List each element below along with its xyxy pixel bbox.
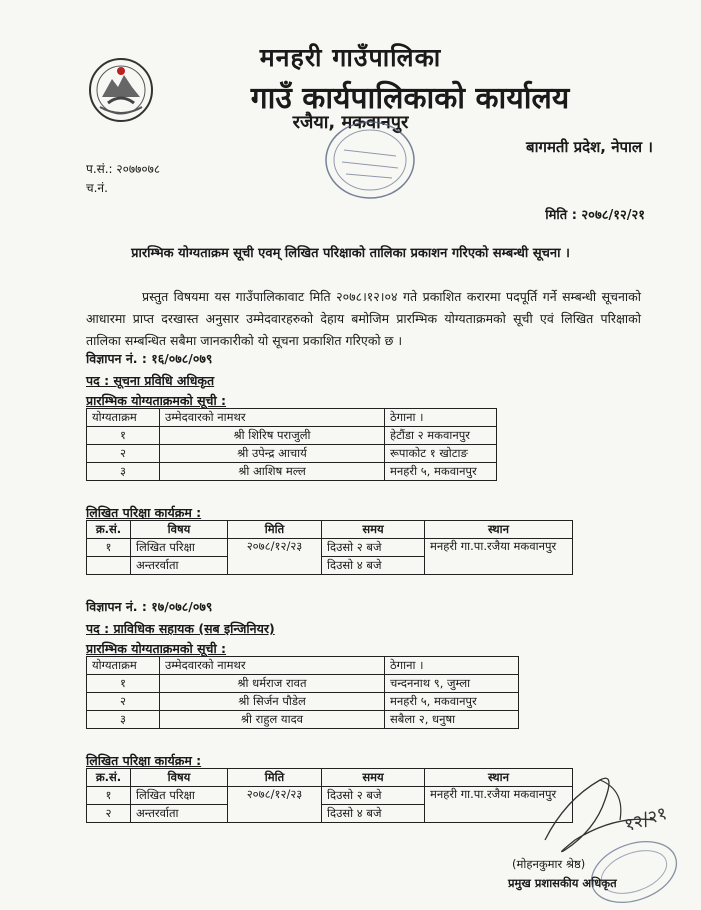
col-time: समय (322, 521, 425, 539)
table-header-row (87, 409, 497, 427)
ad-number-1: विज्ञापन नं. : १६/०७८/०७९ (86, 351, 213, 366)
time-cell: दिउसो २ बजे (322, 787, 425, 805)
merit-list-label-2: प्रारम्भिक योग्यताक्रमको सूची : (86, 641, 227, 656)
name-cell: श्री उपेन्द्र आचार्य (160, 445, 385, 463)
col-subject: विषय (131, 521, 228, 539)
schedule-table-1 (86, 520, 573, 575)
rank-cell: १ (87, 675, 160, 693)
col-name: उम्मेदवारको नामथर (160, 657, 385, 675)
table-row (87, 675, 519, 693)
exam-schedule-label-1: लिखित परिक्षा कार्यक्रम : (86, 505, 202, 520)
notice-subject: प्रारम्भिक योग्यताक्रम सूची एवम् लिखित परिक्षाको तालिका प्रकाशन गरिएको सम्बन्धी सूचना । (131, 246, 570, 261)
signature-stamp-icon (582, 838, 682, 904)
date-cell: २०७८/१२/२३ (228, 539, 322, 575)
table-row (87, 427, 497, 445)
address-cell: मनहरी ५, मकवानपुर (385, 463, 497, 481)
rank-cell: २ (87, 445, 160, 463)
table-row (87, 463, 497, 481)
time-cell: दिउसो ४ बजे (322, 557, 425, 575)
rank-cell: ३ (87, 711, 160, 729)
address-cell: चन्दननाथ ९, जुम्ला (385, 675, 519, 693)
table-header-row (87, 521, 573, 539)
municipality-name: मनहरी गाउँपालिका (259, 43, 442, 72)
sn-cell: १ (87, 539, 131, 557)
signatory-name: (मोहनकुमार श्रेष्ठ) (512, 857, 586, 871)
subject-cell: अन्तरर्वाता (131, 805, 228, 823)
name-cell: श्री राहुल यादव (160, 711, 385, 729)
subject-cell: लिखित परिक्षा (131, 787, 228, 805)
col-sn: क्र.सं. (87, 521, 131, 539)
rank-cell: १ (87, 427, 160, 445)
name-cell: श्री धर्मराज रावत (160, 675, 385, 693)
col-time: समय (322, 769, 425, 787)
ad-number-2: विज्ञापन नं. : १७/०७८/०७९ (86, 599, 213, 614)
col-name: उम्मेदवारको नामथर (160, 409, 385, 427)
col-address: ठेगाना । (385, 657, 519, 675)
name-cell: श्री आशिष मल्ल (160, 463, 385, 481)
post-title-2: पद : प्राविधिक सहायक (सब इन्जिनियर) (86, 621, 275, 636)
col-address: ठेगाना । (385, 409, 497, 427)
venue-cell: मनहरी गा.पा.रजैया मकवानपुर (425, 787, 573, 823)
address-cell: हेटौंडा २ मकवानपुर (385, 427, 497, 445)
exam-schedule-label-2: लिखित परिक्षा कार्यक्रम : (86, 753, 202, 768)
name-cell: श्री शिरिष पराजुली (160, 427, 385, 445)
table-row (87, 693, 519, 711)
dispatch-number: च.नं. (86, 181, 108, 195)
sn-cell: २ (87, 805, 131, 823)
time-cell: दिउसो ४ बजे (322, 805, 425, 823)
table-header-row (87, 769, 573, 787)
signatory-title: प्रमुख प्रशासकीय अधिकृत (508, 876, 617, 890)
table-row (87, 711, 519, 729)
rank-cell: २ (87, 693, 160, 711)
col-rank: योग्यताक्रम (87, 409, 160, 427)
name-cell: श्री सिर्जन पौडेल (160, 693, 385, 711)
office-stamp-icon (322, 118, 418, 202)
col-venue: स्थान (425, 769, 573, 787)
merit-table-1 (86, 408, 497, 481)
table-row (87, 445, 497, 463)
col-rank: योग्यताक्रम (87, 657, 160, 675)
table-row (87, 787, 573, 805)
merit-table-2 (86, 656, 519, 729)
date-cell: २०७८/१२/२३ (228, 787, 322, 823)
col-date: मिति (228, 521, 322, 539)
col-subject: विषय (131, 769, 228, 787)
col-sn: क्र.सं. (87, 769, 131, 787)
province-label: बागमती प्रदेश, नेपाल । (526, 138, 653, 156)
time-cell: दिउसो २ बजे (322, 539, 425, 557)
address-cell: सबैला २, धनुषा (385, 711, 519, 729)
subject-cell: लिखित परिक्षा (131, 539, 228, 557)
address-cell: रूपाकोट १ खोटाङ (385, 445, 497, 463)
handwritten-date: १२/२१ (621, 802, 670, 837)
col-venue: स्थान (425, 521, 573, 539)
merit-list-label-1: प्रारम्भिक योग्यताक्रमको सूची : (86, 393, 227, 408)
table-header-row (87, 657, 519, 675)
table-row (87, 539, 573, 557)
reference-number: प.सं.: २०७७०७८ (86, 162, 161, 176)
address-cell: मनहरी ५, मकवानपुर (385, 693, 519, 711)
notice-body: प्रस्तुत विषयमा यस गाउँपालिकावाट मिति २०७८।१२।०४ गते प्रकाशित करारमा पदपूर्ति गर्ने सम्बन्धी सूचनाको आधारमा प्राप्त दरखास्त अनुसार उम्मेदवारहरुको देहाय बमोजिम प्रारम्भिक योग्यताक्रमको सूची एवं लिखित परिक्षाको तालिका सम्बन्धित सबैमा जानकारीको यो सूचना प्रकाशित गरिएको छ । (86, 289, 641, 348)
col-date: मिति (228, 769, 322, 787)
rank-cell: ३ (87, 463, 160, 481)
subject-cell: अन्तरर्वाता (131, 557, 228, 575)
schedule-table-2 (86, 768, 573, 823)
post-title-1: पद : सूचना प्रविधि अधिकृत (86, 373, 215, 388)
office-name: गाउँ कार्यपालिकाको कार्यालय (250, 81, 570, 116)
sn-cell (87, 557, 131, 575)
notice-date: मिति : २०७८/१२/२१ (545, 208, 645, 223)
venue-cell: मनहरी गा.पा.रजैया मकवानपुर (425, 539, 573, 575)
office-address: रजैया, मकवानपुर (292, 112, 409, 133)
sn-cell: १ (87, 787, 131, 805)
